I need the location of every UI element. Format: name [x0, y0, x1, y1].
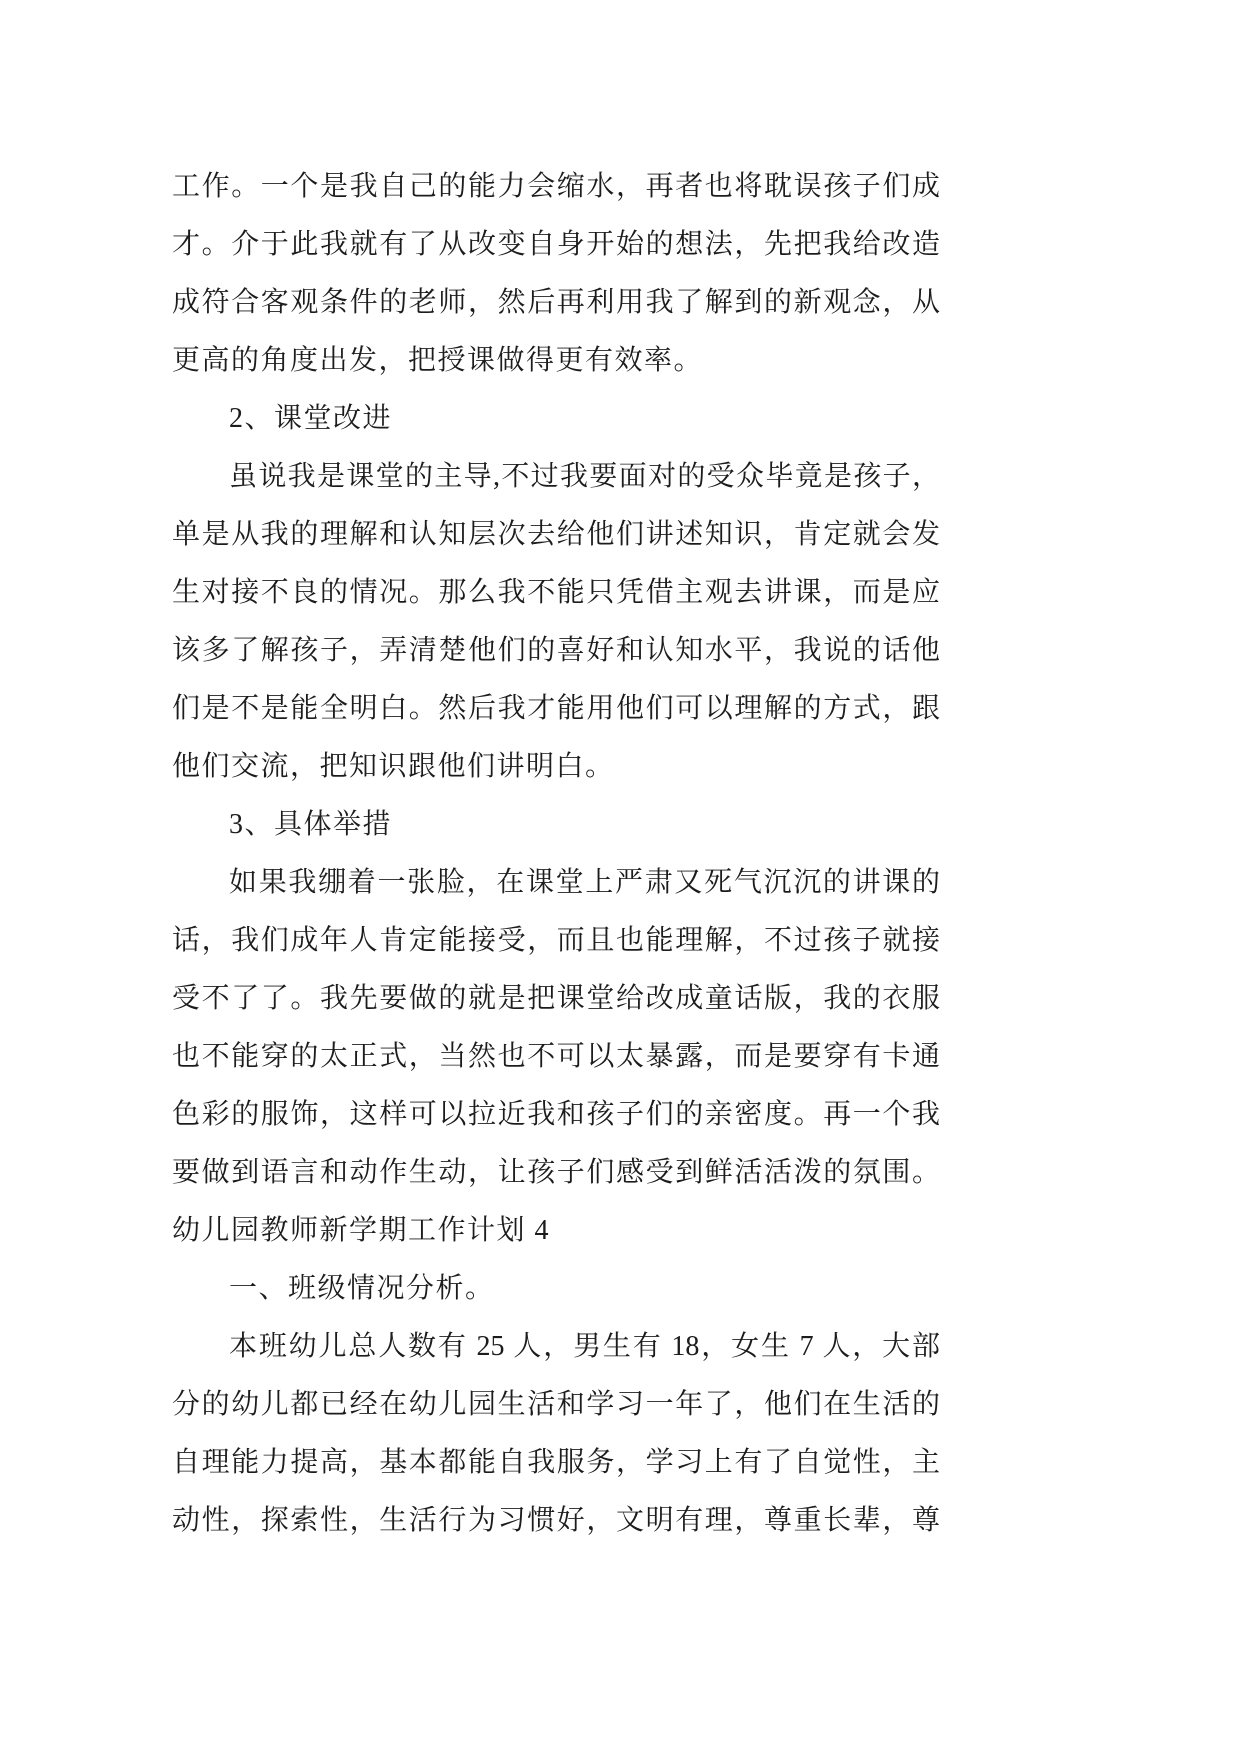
- section-heading-class-analysis: 一、班级情况分析。: [229, 1273, 495, 1304]
- paragraph-line: 工作。一个是我自己的能力会缩水，再者也将耽误孩子们成: [172, 171, 940, 202]
- paragraph-line: 如果我绷着一张脸，在课堂上严肃又死气沉沉的讲课的: [229, 867, 940, 898]
- section-heading-specific-measures: 3、具体举措: [229, 809, 393, 840]
- paragraph-line: 该多了解孩子，弄清楚他们的喜好和认知水平，我说的话他: [172, 635, 940, 666]
- paragraph-line: 虽说我是课堂的主导,不过我要面对的受众毕竟是孩子，: [229, 461, 940, 492]
- paragraph-line: 话，我们成年人肯定能接受，而且也能理解，不过孩子就接: [172, 925, 940, 956]
- paragraph-line: 动性，探索性，生活行为习惯好，文明有理，尊重长辈，尊: [172, 1505, 940, 1536]
- paragraph-line: 分的幼儿都已经在幼儿园生活和学习一年了，他们在生活的: [172, 1389, 940, 1420]
- paragraph-line: 才。介于此我就有了从改变自身开始的想法，先把我给改造: [172, 229, 940, 260]
- section-heading-classroom-improvement: 2、课堂改进: [229, 403, 393, 434]
- paragraph-line: 更高的角度出发，把授课做得更有效率。: [172, 345, 704, 376]
- paragraph-line: 他们交流，把知识跟他们讲明白。: [172, 751, 615, 782]
- document-title-plan-4: 幼儿园教师新学期工作计划 4: [172, 1215, 551, 1246]
- paragraph-line: 生对接不良的情况。那么我不能只凭借主观去讲课，而是应: [172, 577, 940, 608]
- paragraph-line: 单是从我的理解和认知层次去给他们讲述知识，肯定就会发: [172, 519, 940, 550]
- document-body: [172, 158, 940, 1550]
- paragraph-line: 也不能穿的太正式，当然也不可以太暴露，而是要穿有卡通: [172, 1041, 940, 1072]
- paragraph-line: 自理能力提高，基本都能自我服务，学习上有了自觉性，主: [172, 1447, 940, 1478]
- paragraph-line: 受不了了。我先要做的就是把课堂给改成童话版，我的衣服: [172, 983, 940, 1014]
- paragraph-line: 们是不是能全明白。然后我才能用他们可以理解的方式，跟: [172, 693, 940, 724]
- paragraph-line: 色彩的服饰，这样可以拉近我和孩子们的亲密度。再一个我: [172, 1099, 940, 1130]
- paragraph-line: 成符合客观条件的老师，然后再利用我了解到的新观念，从: [172, 287, 940, 318]
- paragraph-line: 要做到语言和动作生动，让孩子们感受到鲜活活泼的氛围。: [172, 1157, 940, 1188]
- paragraph-line: 本班幼儿总人数有 25 人，男生有 18，女生 7 人，大部: [229, 1331, 940, 1362]
